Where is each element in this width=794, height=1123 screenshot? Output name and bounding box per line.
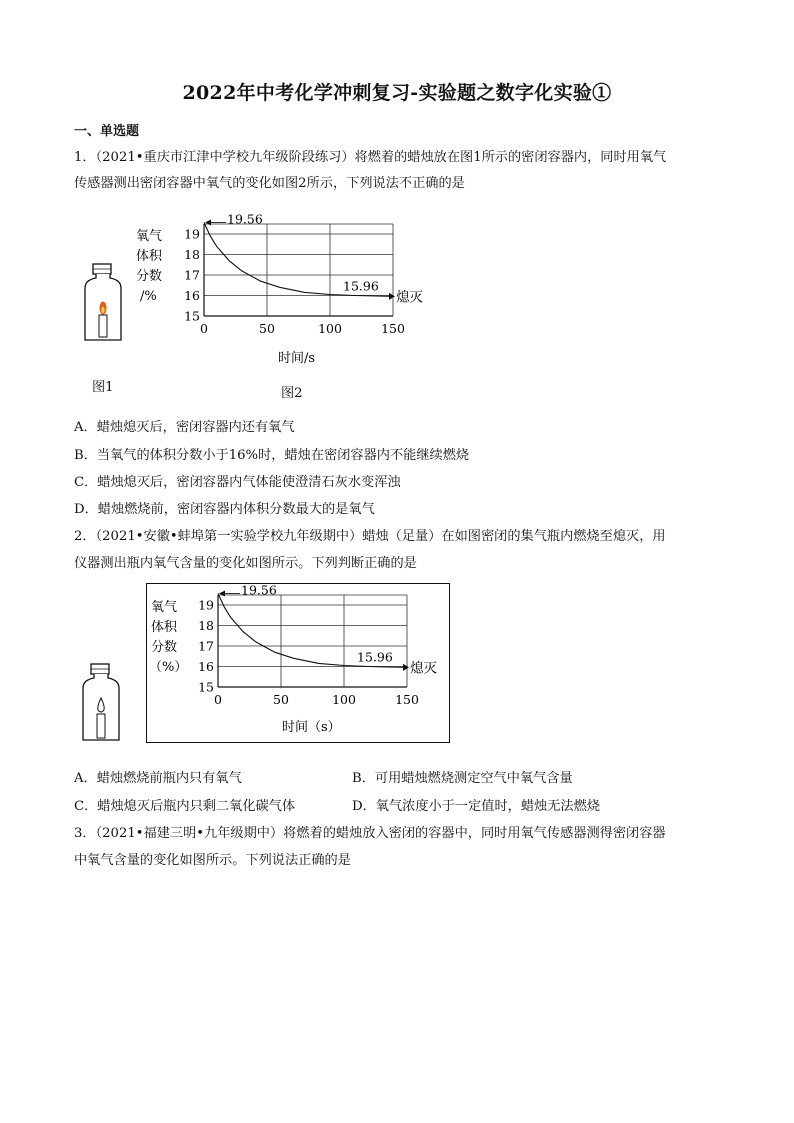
y-label-line: 分数 [151, 640, 178, 655]
y-tick-label: 15 [198, 679, 214, 695]
jar-candle-illustration-2 [78, 662, 128, 744]
q2-option-d[interactable]: D．氧气浓度小于一定值时，蜡烛无法燃烧 [352, 799, 600, 814]
annotation-arrowhead [205, 220, 211, 226]
chart-frame [147, 584, 450, 743]
annotation-start-value: 19.56 [227, 211, 263, 227]
y-tick-label: 19 [184, 226, 200, 242]
q1-stem-line2: 传感器测出密闭容器中氧气的变化如图2所示，下列说法不正确的是 [74, 176, 465, 191]
x-tick-label: 100 [318, 321, 342, 336]
x-tick-label: 150 [381, 321, 405, 336]
q1-option-a[interactable]: A．蜡烛熄灭后，密闭容器内还有氧气 [74, 420, 295, 435]
jar-candle-illustration [80, 262, 130, 344]
fig2-caption: 图2 [281, 386, 303, 401]
q2-option-a[interactable]: A．蜡烛燃烧前瓶内只有氧气 [74, 771, 242, 786]
y-axis-label [136, 229, 163, 304]
y-tick-label: 18 [198, 618, 214, 633]
y-tick-label: 16 [198, 659, 214, 674]
q1-option-c[interactable]: C．蜡烛熄灭后，密闭容器内气体能使澄清石灰水变浑浊 [74, 475, 401, 490]
y-tick-label: 17 [198, 638, 214, 654]
annotation-end-arrowhead [389, 293, 395, 300]
y-label-line: 氧气 [136, 229, 163, 244]
q2-stem-line1: 2．（2021•安徽•蚌埠第一实验学校九年级期中）蜡烛（足量）在如图密闭的集气瓶内燃烧至熄灭，用 [74, 529, 666, 544]
annotation-start-value: 19.56 [241, 583, 277, 598]
annotation-extinguish: 熄灭 [410, 660, 437, 677]
x-axis-label: 时间/s [278, 351, 316, 366]
y-label-line: 氧气 [151, 600, 178, 615]
q2-option-c[interactable]: C．蜡烛熄灭后瓶内只剩二氧化碳气体 [74, 799, 296, 814]
x-axis-label: 时间（s） [282, 720, 341, 735]
x-tick-label: 0 [200, 321, 208, 336]
y-label-line: 分数 [136, 269, 163, 284]
y-label-line: 体积 [151, 620, 178, 635]
y-label-line: 体积 [136, 249, 163, 264]
y-tick-label: 18 [184, 247, 200, 262]
q2-option-b[interactable]: B．可用蜡烛燃烧测定空气中氧气含量 [352, 771, 573, 786]
y-label-line: /% [140, 289, 157, 304]
y-tick-label: 16 [184, 288, 200, 303]
section-heading: 一、单选题 [74, 124, 140, 139]
annotation-extinguish: 熄灭 [396, 289, 423, 306]
q3-stem-line1: 3．（2021•福建三明•九年级期中）将燃着的蜡烛放入密闭的容器中，同时用氧气传感器测得密闭容器 [74, 826, 666, 841]
annotation-end-value: 15.96 [343, 278, 379, 294]
fig1-caption: 图1 [92, 380, 114, 395]
x-tick-label: 150 [395, 692, 419, 707]
q1-stem-line1: 1．（2021•重庆市江津中学校九年级阶段练习）将燃着的蜡烛放在图1所示的密闭容器内，同时用氧气 [74, 150, 667, 165]
q1-option-b[interactable]: B．当氧气的体积分数小于16%时，蜡烛在密闭容器内不能继续燃烧 [74, 448, 470, 463]
x-tick-label: 0 [214, 692, 222, 707]
y-label-line: （%） [149, 660, 188, 675]
q2-stem-line2: 仪器测出瓶内氧气含量的变化如图所示。下列判断正确的是 [74, 556, 417, 571]
annotation-end-value: 15.96 [357, 649, 393, 665]
oxygen-chart-1 [130, 210, 440, 380]
oxygen-chart-2 [146, 583, 450, 743]
x-tick-label: 50 [259, 321, 275, 336]
q1-option-d[interactable]: D．蜡烛燃烧前，密闭容器内体积分数最大的是氧气 [74, 502, 375, 517]
y-tick-label: 19 [198, 597, 214, 613]
x-tick-label: 100 [332, 692, 356, 707]
x-tick-label: 50 [273, 692, 289, 707]
y-tick-label: 17 [184, 267, 200, 283]
page-title: 2022年中考化学冲刺复习-实验题之数字化实验① [182, 82, 612, 104]
y-tick-label: 15 [184, 308, 200, 324]
q3-stem-line2: 中氧气含量的变化如图所示。下列说法正确的是 [74, 853, 351, 868]
